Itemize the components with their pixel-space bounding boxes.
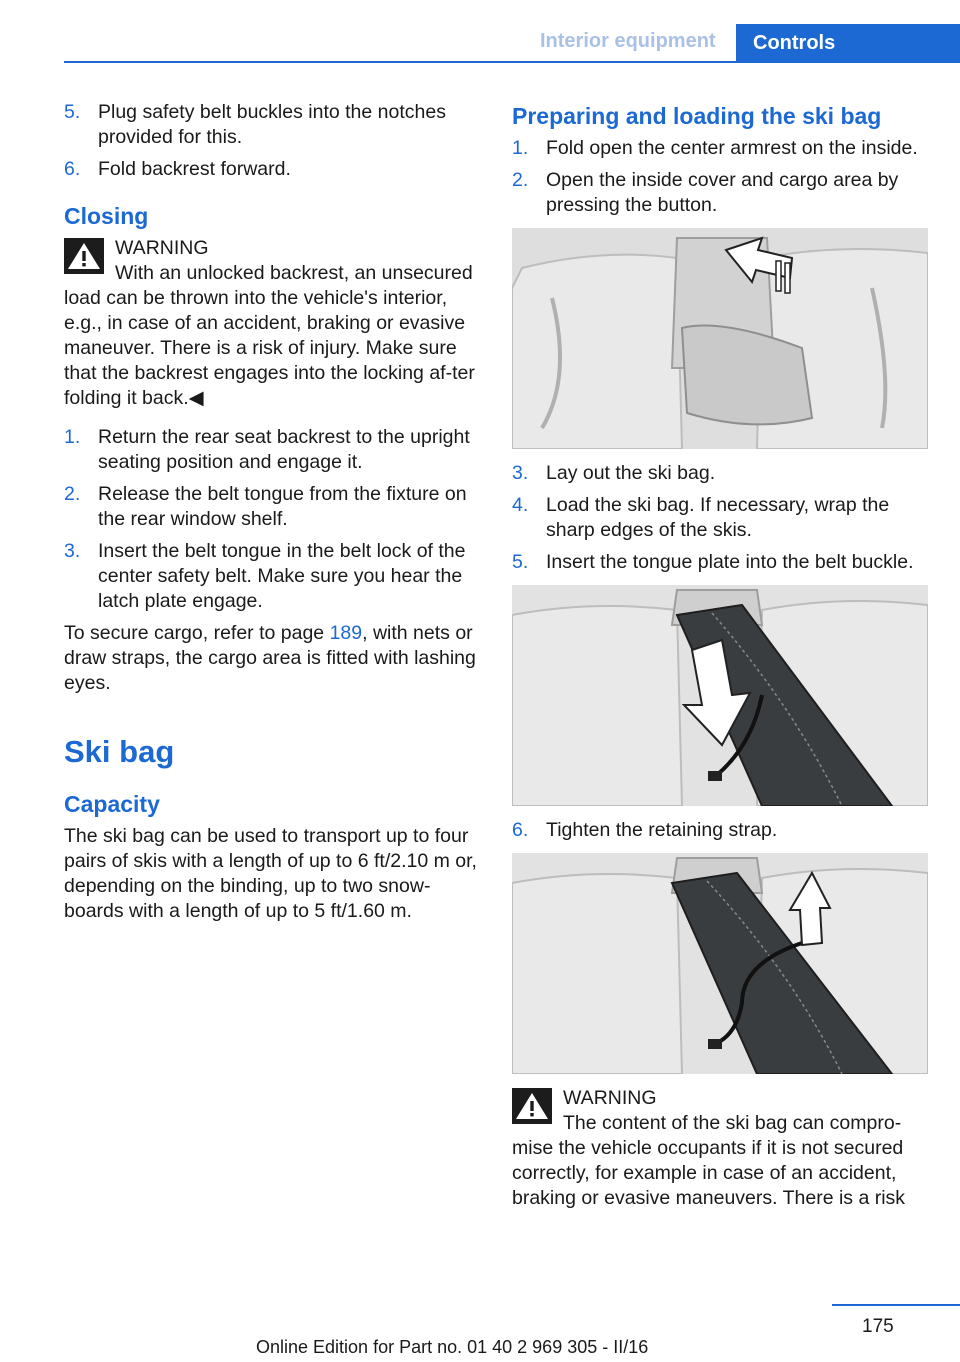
- step-number: 5.: [64, 101, 81, 123]
- step-text: Return the rear seat backrest to the upright seating position and engage it.: [98, 426, 470, 473]
- step-number: 5.: [512, 551, 529, 573]
- capacity-paragraph: The ski bag can be used to transport up to four pairs of skis with a length of up to 6 ft/2.10 m or, depending on the binding, up to two snow‐boards with a length of up to 5 ft/1.60 m.: [64, 825, 477, 922]
- step-text: Lay out the ski bag.: [546, 462, 716, 484]
- cargo-paragraph: [64, 621, 480, 696]
- warning-title: WARNING: [563, 1087, 657, 1109]
- step-number: 6.: [512, 819, 529, 841]
- step-text: Insert the belt tongue in the belt lock of the center safety belt. Make sure you hear the latch plate engage.: [98, 540, 466, 612]
- list-item: [512, 136, 928, 161]
- warning-text: With an unlocked backrest, an unsecured load can be thrown into the vehicle's interior, e.g., in case of an accident, braking or evasive maneuver. There is a risk of injury. Make sure that the backrest engages into the locking af‐ter folding it back.◀: [64, 262, 475, 409]
- step-number: 2.: [64, 483, 81, 505]
- step-number: 4.: [512, 494, 529, 516]
- capacity-heading: Capacity: [64, 791, 160, 817]
- list-item: [64, 539, 480, 614]
- step-number: 6.: [64, 158, 81, 180]
- step-number: 1.: [64, 426, 81, 448]
- left-column: [64, 100, 480, 932]
- ski-bag-buckle-photo: [512, 585, 928, 806]
- list-item: [512, 461, 928, 486]
- step-number: 2.: [512, 169, 529, 191]
- step-text: Fold backrest forward.: [98, 158, 291, 180]
- warning-triangle-icon: [512, 1088, 552, 1124]
- chapter-tab: [736, 24, 960, 63]
- step-text: Tighten the retaining strap.: [546, 819, 778, 841]
- step-number: 3.: [512, 462, 529, 484]
- warning-box: [512, 1086, 928, 1211]
- header-rule: [64, 61, 960, 63]
- cargo-text-post: , with nets or draw straps, the cargo area is fitted with lashing eyes.: [64, 622, 476, 694]
- list-item: [64, 157, 480, 182]
- prep-heading: Preparing and loading the ski bag: [512, 103, 882, 129]
- list-item: [64, 100, 480, 150]
- step-text: Fold open the center armrest on the inside.: [546, 137, 918, 159]
- closing-heading: Closing: [64, 203, 149, 229]
- footer-rule: [832, 1304, 960, 1306]
- section-title: Interior equipment: [540, 30, 716, 52]
- list-item: [64, 425, 480, 475]
- step-text: Release the belt tongue from the fixture on the rear window shelf.: [98, 483, 467, 530]
- ski-bag-heading: Ski bag: [64, 734, 175, 769]
- warning-text: The content of the ski bag can compro‐mise the vehicle occupants if it is not secured correctly, for example in case of an accident, braking or evasive maneuvers. There is a risk: [512, 1112, 906, 1209]
- step-text: Plug safety belt buckles into the notches provided for this.: [98, 101, 446, 148]
- armrest-photo: [512, 228, 928, 449]
- warning-title: WARNING: [115, 237, 209, 259]
- list-item: [512, 818, 928, 843]
- step-number: 3.: [64, 540, 81, 562]
- cargo-text-pre: To secure cargo, refer to page: [64, 622, 330, 644]
- step-text: Load the ski bag. If necessary, wrap the sharp edges of the skis.: [546, 494, 890, 541]
- list-item: [512, 550, 928, 575]
- list-item: [64, 482, 480, 532]
- right-column: [512, 100, 928, 1225]
- step-number: 1.: [512, 137, 529, 159]
- list-item: [512, 168, 928, 218]
- retaining-strap-photo: [512, 853, 928, 1074]
- chapter-tab-label: Controls: [753, 32, 836, 54]
- page-reference-link[interactable]: 189: [329, 622, 363, 644]
- warning-box: [64, 236, 480, 411]
- list-item: [512, 493, 928, 543]
- edition-text: Online Edition for Part no. 01 40 2 969 305 - II/16: [256, 1337, 649, 1357]
- step-text: Insert the tongue plate into the belt buckle.: [546, 551, 914, 573]
- warning-triangle-icon: [64, 238, 104, 274]
- step-text: Open the inside cover and cargo area by pressing the button.: [546, 169, 899, 216]
- page-number: 175: [862, 1316, 894, 1337]
